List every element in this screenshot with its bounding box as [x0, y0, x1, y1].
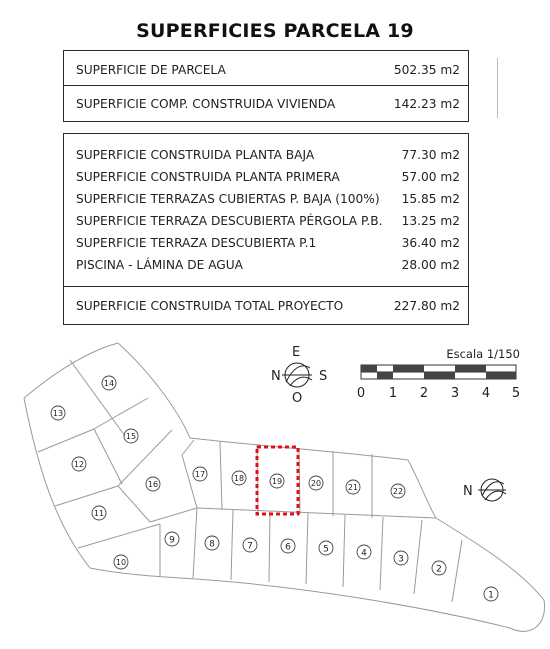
plot-label: 10 [115, 558, 127, 567]
plot-label: 21 [347, 483, 359, 492]
plot-label: 4 [361, 548, 367, 559]
row-label: PISCINA - LÁMINA DE AGUA [76, 258, 244, 272]
compass-east: E [292, 345, 301, 360]
plot-label: 12 [73, 460, 85, 469]
plot-label: 13 [52, 409, 64, 418]
plot-label: 11 [93, 509, 105, 518]
row-label: SUPERFICIE TERRAZAS CUBIERTAS P. BAJA (100%) [76, 192, 380, 206]
scale-tick: 3 [450, 386, 460, 401]
plot-label: 16 [147, 480, 159, 489]
scale-tick: 1 [388, 386, 398, 401]
plot-label: 8 [209, 539, 215, 550]
scale-tick: 5 [511, 386, 521, 401]
row-label: SUPERFICIE COMP. CONSTRUIDA VIVIENDA [76, 97, 336, 111]
plot-label: 3 [398, 554, 404, 565]
row-value: 15.85 m2 [401, 192, 460, 206]
plot-label: 9 [169, 535, 175, 546]
plot-label: 2 [436, 564, 442, 575]
compass-south: S [319, 369, 328, 384]
plot-label: 5 [323, 544, 329, 555]
row-label: SUPERFICIE TERRAZA DESCUBIERTA P.1 [76, 236, 317, 250]
plot-label: 22 [392, 487, 404, 496]
row-value: 142.23 m2 [393, 97, 460, 111]
plot-label: 7 [247, 541, 253, 552]
scale-tick: 0 [356, 386, 366, 401]
total-value: 227.80 m2 [393, 299, 460, 313]
total-label: SUPERFICIE CONSTRUIDA TOTAL PROYECTO [76, 299, 344, 313]
row-label: SUPERFICIE CONSTRUIDA PLANTA PRIMERA [76, 170, 340, 184]
plot-label: 19 [271, 477, 283, 486]
row-value: 36.40 m2 [401, 236, 460, 250]
plot-label: 18 [233, 474, 245, 483]
row-value: 77.30 m2 [401, 148, 460, 162]
row-value: 57.00 m2 [401, 170, 460, 184]
compass-north: N [271, 369, 281, 384]
compass-west: O [292, 391, 303, 406]
row-label: SUPERFICIE TERRAZA DESCUBIERTA PÉRGOLA P.B. [76, 214, 383, 228]
plot-label: 6 [285, 542, 291, 553]
plot-label: 20 [310, 479, 322, 488]
scale-tick: 2 [419, 386, 429, 401]
row-value: 28.00 m2 [401, 258, 460, 272]
row-label: SUPERFICIE DE PARCELA [76, 63, 226, 77]
compass-icon [282, 363, 312, 387]
row-label: SUPERFICIE CONSTRUIDA PLANTA BAJA [76, 148, 315, 162]
scale-bar [361, 365, 516, 379]
north-label: N [463, 484, 473, 499]
plot-label: 17 [194, 470, 206, 479]
plot-label: 14 [103, 379, 115, 388]
row-value: 13.25 m2 [401, 214, 460, 228]
north-arrow-icon [478, 479, 506, 501]
plot-label: 1 [488, 590, 494, 601]
row-value: 502.35 m2 [393, 63, 460, 77]
scale-label: Escala 1/150 [446, 347, 520, 361]
page-title: SUPERFICIES PARCELA 19 [136, 20, 414, 42]
plot-label: 15 [125, 432, 137, 441]
scale-tick: 4 [481, 386, 491, 401]
